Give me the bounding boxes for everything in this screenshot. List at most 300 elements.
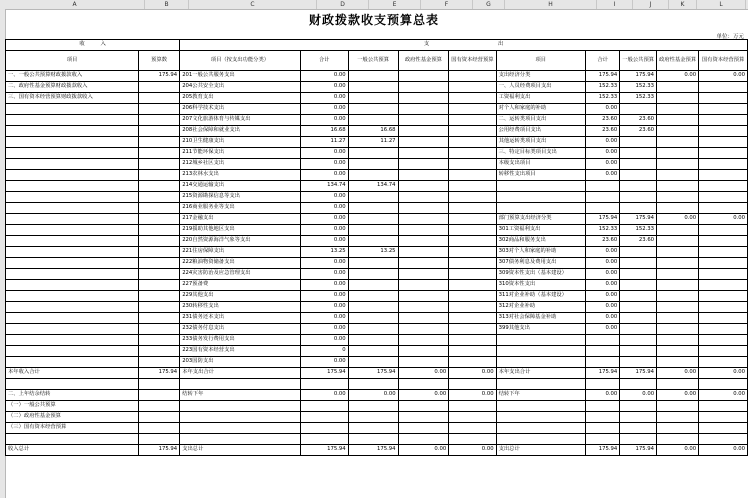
table-cell[interactable]: 0.00 (300, 192, 348, 203)
table-cell[interactable] (139, 357, 180, 368)
table-cell[interactable]: 0.00 (586, 258, 620, 269)
table-cell[interactable]: 0.00 (300, 291, 348, 302)
table-cell[interactable] (6, 434, 139, 445)
table-cell[interactable] (398, 357, 449, 368)
table-cell[interactable] (348, 104, 398, 115)
table-cell[interactable] (449, 247, 496, 258)
table-cell[interactable] (657, 192, 699, 203)
table-cell[interactable] (657, 269, 699, 280)
table-cell[interactable] (139, 137, 180, 148)
table-cell[interactable] (657, 82, 699, 93)
table-cell[interactable] (6, 148, 139, 159)
table-cell[interactable] (398, 203, 449, 214)
column-letter[interactable]: L (697, 0, 746, 9)
table-cell[interactable] (657, 126, 699, 137)
table-cell[interactable] (398, 236, 449, 247)
table-cell[interactable] (139, 390, 180, 401)
table-cell[interactable]: 232债务付息支出 (180, 324, 300, 335)
table-cell[interactable]: 0.00 (657, 445, 699, 456)
table-cell[interactable] (496, 423, 585, 434)
table-cell[interactable] (398, 280, 449, 291)
table-cell[interactable] (449, 214, 496, 225)
table-cell[interactable] (620, 104, 657, 115)
table-cell[interactable]: 175.94 (620, 71, 657, 82)
table-cell[interactable]: 0.00 (300, 148, 348, 159)
table-cell[interactable]: 0.00 (586, 148, 620, 159)
table-cell[interactable] (620, 335, 657, 346)
table-cell[interactable]: 23.60 (620, 236, 657, 247)
table-cell[interactable] (348, 335, 398, 346)
column-letter[interactable]: J (633, 0, 669, 9)
table-cell[interactable]: 0.00 (300, 390, 348, 401)
table-cell[interactable] (398, 412, 449, 423)
table-cell[interactable]: 207文化旅游体育与传媒支出 (180, 115, 300, 126)
table-cell[interactable] (6, 236, 139, 247)
table-cell[interactable] (398, 269, 449, 280)
table-cell[interactable]: 175.94 (300, 368, 348, 379)
table-cell[interactable]: 转移性支出项目 (496, 170, 585, 181)
table-cell[interactable]: 公用经费项目支出 (496, 126, 585, 137)
table-cell[interactable] (620, 258, 657, 269)
table-cell[interactable]: 0.00 (657, 390, 699, 401)
table-cell[interactable] (699, 357, 748, 368)
table-cell[interactable] (657, 170, 699, 181)
table-cell[interactable] (496, 379, 585, 390)
table-cell[interactable]: 0.00 (300, 71, 348, 82)
table-cell[interactable]: 0.00 (449, 368, 496, 379)
table-cell[interactable] (139, 379, 180, 390)
table-cell[interactable] (699, 225, 748, 236)
table-cell[interactable] (6, 115, 139, 126)
table-cell[interactable] (586, 203, 620, 214)
table-cell[interactable]: 310资本性支出 (496, 280, 585, 291)
table-cell[interactable] (657, 159, 699, 170)
column-letter[interactable]: D (317, 0, 369, 9)
table-cell[interactable] (398, 324, 449, 335)
table-cell[interactable] (449, 291, 496, 302)
table-cell[interactable] (449, 104, 496, 115)
table-cell[interactable]: 220自然资源海洋气象等支出 (180, 236, 300, 247)
table-cell[interactable]: 0.00 (300, 115, 348, 126)
table-cell[interactable]: 0.00 (300, 313, 348, 324)
table-cell[interactable] (348, 236, 398, 247)
table-cell[interactable]: 三、特定目标类项目支出 (496, 148, 585, 159)
table-cell[interactable] (699, 247, 748, 258)
table-cell[interactable]: 0.00 (586, 137, 620, 148)
table-cell[interactable]: 11.27 (348, 137, 398, 148)
table-cell[interactable] (300, 412, 348, 423)
table-cell[interactable] (657, 225, 699, 236)
table-cell[interactable]: 204公共安全支出 (180, 82, 300, 93)
table-cell[interactable] (300, 434, 348, 445)
table-cell[interactable] (586, 379, 620, 390)
table-cell[interactable] (139, 203, 180, 214)
table-cell[interactable]: 0.00 (586, 302, 620, 313)
table-cell[interactable] (6, 192, 139, 203)
table-cell[interactable]: 216商业服务业等支出 (180, 203, 300, 214)
table-cell[interactable] (180, 423, 300, 434)
table-cell[interactable]: 16.68 (300, 126, 348, 137)
column-letter[interactable]: K (669, 0, 697, 9)
table-cell[interactable]: 175.94 (348, 368, 398, 379)
table-cell[interactable] (586, 181, 620, 192)
table-cell[interactable] (398, 434, 449, 445)
table-cell[interactable] (657, 181, 699, 192)
table-cell[interactable] (699, 115, 748, 126)
table-cell[interactable] (348, 412, 398, 423)
table-cell[interactable] (6, 324, 139, 335)
table-cell[interactable]: 175.94 (620, 368, 657, 379)
table-cell[interactable] (139, 434, 180, 445)
table-cell[interactable] (139, 423, 180, 434)
table-cell[interactable] (6, 258, 139, 269)
table-cell[interactable]: 203国防支出 (180, 357, 300, 368)
table-cell[interactable]: 0.00 (300, 335, 348, 346)
table-cell[interactable] (699, 324, 748, 335)
table-cell[interactable] (657, 115, 699, 126)
table-cell[interactable] (6, 137, 139, 148)
table-cell[interactable]: 二、上年结余结转 (6, 390, 139, 401)
table-cell[interactable] (586, 346, 620, 357)
table-cell[interactable]: 229其他支出 (180, 291, 300, 302)
table-cell[interactable]: 214交通运输支出 (180, 181, 300, 192)
table-cell[interactable] (449, 302, 496, 313)
table-cell[interactable]: 0.00 (300, 82, 348, 93)
table-cell[interactable]: 134.74 (348, 181, 398, 192)
table-cell[interactable] (699, 313, 748, 324)
table-cell[interactable]: 0.00 (620, 390, 657, 401)
table-cell[interactable] (6, 280, 139, 291)
table-cell[interactable] (139, 115, 180, 126)
table-cell[interactable] (6, 346, 139, 357)
table-cell[interactable] (6, 126, 139, 137)
table-cell[interactable] (398, 170, 449, 181)
table-cell[interactable] (139, 148, 180, 159)
table-cell[interactable] (6, 170, 139, 181)
table-cell[interactable] (657, 302, 699, 313)
table-cell[interactable]: 215资源勘探信息等支出 (180, 192, 300, 203)
table-cell[interactable]: 302商品和服务支出 (496, 236, 585, 247)
table-cell[interactable]: 一、一般公共预算财政拨款收入 (6, 71, 139, 82)
table-cell[interactable]: 13.25 (348, 247, 398, 258)
table-cell[interactable]: 399其他支出 (496, 324, 585, 335)
table-cell[interactable] (699, 335, 748, 346)
table-cell[interactable] (348, 401, 398, 412)
table-cell[interactable] (398, 82, 449, 93)
table-cell[interactable]: 0.00 (300, 324, 348, 335)
table-cell[interactable]: 0.00 (449, 390, 496, 401)
table-cell[interactable] (398, 104, 449, 115)
table-cell[interactable] (139, 236, 180, 247)
table-cell[interactable]: 0.00 (300, 357, 348, 368)
table-cell[interactable]: 223国有资本经营支出 (180, 346, 300, 357)
table-cell[interactable] (6, 203, 139, 214)
table-cell[interactable] (699, 170, 748, 181)
table-cell[interactable] (6, 214, 139, 225)
table-cell[interactable]: 工资福利支出 (496, 93, 585, 104)
table-cell[interactable]: 0.00 (657, 214, 699, 225)
table-cell[interactable]: 0.00 (398, 445, 449, 456)
table-cell[interactable] (348, 280, 398, 291)
table-cell[interactable] (657, 412, 699, 423)
table-cell[interactable]: 23.60 (586, 115, 620, 126)
table-cell[interactable] (620, 137, 657, 148)
table-cell[interactable]: 一、人员经费项目支出 (496, 82, 585, 93)
table-cell[interactable] (348, 159, 398, 170)
table-cell[interactable] (449, 280, 496, 291)
table-cell[interactable]: 0 (300, 346, 348, 357)
table-cell[interactable]: 本年支出合计 (180, 368, 300, 379)
table-cell[interactable]: 175.94 (620, 214, 657, 225)
table-cell[interactable] (449, 93, 496, 104)
table-cell[interactable] (496, 181, 585, 192)
table-cell[interactable]: 收入总计 (6, 445, 139, 456)
table-cell[interactable]: 支出经济分类 (496, 71, 585, 82)
table-cell[interactable]: 222粮油物资储备支出 (180, 258, 300, 269)
table-cell[interactable] (6, 181, 139, 192)
table-cell[interactable] (699, 104, 748, 115)
table-cell[interactable]: 支出总计 (180, 445, 300, 456)
table-cell[interactable]: 175.94 (620, 445, 657, 456)
table-cell[interactable] (348, 148, 398, 159)
table-cell[interactable]: 0.00 (586, 280, 620, 291)
table-cell[interactable]: 11.27 (300, 137, 348, 148)
table-cell[interactable]: 对个人和家庭的补助 (496, 104, 585, 115)
table-cell[interactable] (398, 214, 449, 225)
column-letter[interactable]: H (505, 0, 597, 9)
table-cell[interactable] (657, 247, 699, 258)
table-cell[interactable]: 三、国有资本经营预算财政拨款收入 (6, 93, 139, 104)
table-cell[interactable] (496, 346, 585, 357)
table-cell[interactable]: 0.00 (300, 203, 348, 214)
table-cell[interactable] (699, 148, 748, 159)
table-cell[interactable] (348, 82, 398, 93)
table-cell[interactable]: 0.00 (586, 324, 620, 335)
table-cell[interactable] (398, 423, 449, 434)
table-cell[interactable]: 175.94 (139, 71, 180, 82)
table-cell[interactable] (398, 247, 449, 258)
table-cell[interactable] (699, 258, 748, 269)
table-cell[interactable]: 208社会保障和就业支出 (180, 126, 300, 137)
table-cell[interactable] (620, 434, 657, 445)
table-cell[interactable] (620, 412, 657, 423)
table-cell[interactable] (699, 379, 748, 390)
table-cell[interactable] (699, 269, 748, 280)
table-cell[interactable] (398, 335, 449, 346)
table-cell[interactable] (139, 159, 180, 170)
table-cell[interactable]: 0.00 (348, 390, 398, 401)
table-cell[interactable] (657, 324, 699, 335)
table-cell[interactable] (586, 401, 620, 412)
table-cell[interactable] (620, 291, 657, 302)
table-cell[interactable] (6, 379, 139, 390)
table-cell[interactable] (139, 214, 180, 225)
table-cell[interactable]: 0.00 (300, 93, 348, 104)
table-cell[interactable] (139, 225, 180, 236)
table-cell[interactable] (620, 159, 657, 170)
table-cell[interactable] (586, 434, 620, 445)
table-cell[interactable] (699, 291, 748, 302)
table-cell[interactable] (348, 203, 398, 214)
table-cell[interactable]: 0.00 (398, 390, 449, 401)
table-cell[interactable] (449, 313, 496, 324)
table-cell[interactable] (139, 82, 180, 93)
table-cell[interactable]: 152.33 (586, 82, 620, 93)
table-cell[interactable] (449, 137, 496, 148)
table-cell[interactable] (348, 115, 398, 126)
table-cell[interactable] (348, 170, 398, 181)
table-cell[interactable]: 134.74 (300, 181, 348, 192)
table-cell[interactable] (449, 159, 496, 170)
table-cell[interactable]: 307债务利息及费用支出 (496, 258, 585, 269)
table-cell[interactable] (449, 258, 496, 269)
table-cell[interactable] (398, 302, 449, 313)
table-cell[interactable]: 201一般公共服务支出 (180, 71, 300, 82)
table-cell[interactable]: 311对企业补助（基本建设） (496, 291, 585, 302)
table-cell[interactable]: 0.00 (586, 313, 620, 324)
table-cell[interactable] (398, 93, 449, 104)
table-cell[interactable] (398, 192, 449, 203)
table-cell[interactable] (348, 423, 398, 434)
table-cell[interactable] (6, 335, 139, 346)
table-cell[interactable] (657, 203, 699, 214)
table-cell[interactable] (139, 192, 180, 203)
table-cell[interactable] (620, 357, 657, 368)
table-cell[interactable] (139, 401, 180, 412)
table-cell[interactable]: 23.60 (620, 126, 657, 137)
table-cell[interactable]: 231债务还本支出 (180, 313, 300, 324)
table-cell[interactable] (6, 291, 139, 302)
table-cell[interactable] (398, 258, 449, 269)
table-cell[interactable]: 本年收入合计 (6, 368, 139, 379)
table-cell[interactable]: 301工资福利支出 (496, 225, 585, 236)
table-cell[interactable] (348, 214, 398, 225)
table-cell[interactable] (348, 192, 398, 203)
table-cell[interactable]: 0.00 (586, 247, 620, 258)
table-cell[interactable] (449, 115, 496, 126)
table-cell[interactable] (449, 379, 496, 390)
table-cell[interactable] (620, 203, 657, 214)
table-cell[interactable]: 0.00 (300, 170, 348, 181)
table-cell[interactable] (657, 104, 699, 115)
table-cell[interactable]: 213农林水支出 (180, 170, 300, 181)
table-cell[interactable] (139, 181, 180, 192)
table-cell[interactable]: 206科学技术支出 (180, 104, 300, 115)
table-cell[interactable] (620, 181, 657, 192)
table-cell[interactable] (657, 93, 699, 104)
table-cell[interactable]: 0.00 (300, 302, 348, 313)
table-cell[interactable] (300, 423, 348, 434)
table-cell[interactable] (699, 82, 748, 93)
table-cell[interactable]: 0.00 (300, 269, 348, 280)
table-cell[interactable]: 0.00 (657, 71, 699, 82)
table-cell[interactable] (657, 423, 699, 434)
table-cell[interactable] (6, 159, 139, 170)
table-cell[interactable]: 0.00 (586, 159, 620, 170)
table-cell[interactable]: 227预备费 (180, 280, 300, 291)
table-cell[interactable] (348, 324, 398, 335)
table-cell[interactable]: 16.68 (348, 126, 398, 137)
column-letter[interactable]: B (145, 0, 189, 9)
table-cell[interactable] (449, 401, 496, 412)
table-cell[interactable] (449, 225, 496, 236)
table-cell[interactable]: 0.00 (300, 258, 348, 269)
table-cell[interactable]: 221住房保障支出 (180, 247, 300, 258)
table-cell[interactable]: 312对企业补助 (496, 302, 585, 313)
table-cell[interactable]: 0.00 (586, 104, 620, 115)
table-cell[interactable] (620, 346, 657, 357)
table-cell[interactable] (657, 148, 699, 159)
table-cell[interactable] (657, 280, 699, 291)
table-cell[interactable] (6, 357, 139, 368)
table-cell[interactable]: 0.00 (300, 159, 348, 170)
table-cell[interactable]: 二、运转类项目支出 (496, 115, 585, 126)
table-cell[interactable]: 212城乡社区支出 (180, 159, 300, 170)
table-cell[interactable]: 0.00 (449, 445, 496, 456)
table-cell[interactable] (699, 137, 748, 148)
table-cell[interactable] (449, 203, 496, 214)
table-cell[interactable] (586, 423, 620, 434)
table-cell[interactable] (620, 170, 657, 181)
table-cell[interactable] (139, 258, 180, 269)
table-cell[interactable] (139, 412, 180, 423)
table-cell[interactable] (449, 192, 496, 203)
table-cell[interactable] (348, 346, 398, 357)
table-cell[interactable]: 0.00 (699, 214, 748, 225)
table-cell[interactable]: 0.00 (300, 225, 348, 236)
table-cell[interactable] (139, 324, 180, 335)
table-cell[interactable]: 175.94 (139, 368, 180, 379)
table-cell[interactable] (6, 104, 139, 115)
table-cell[interactable]: 175.94 (586, 71, 620, 82)
table-cell[interactable] (620, 379, 657, 390)
table-cell[interactable] (586, 412, 620, 423)
table-cell[interactable] (398, 148, 449, 159)
table-cell[interactable]: 支出总计 (496, 445, 585, 456)
table-cell[interactable] (699, 159, 748, 170)
table-cell[interactable] (449, 357, 496, 368)
table-cell[interactable] (657, 258, 699, 269)
table-cell[interactable] (398, 181, 449, 192)
table-cell[interactable]: 152.33 (620, 93, 657, 104)
table-cell[interactable] (449, 346, 496, 357)
table-cell[interactable] (449, 82, 496, 93)
table-cell[interactable] (699, 346, 748, 357)
table-cell[interactable] (449, 269, 496, 280)
table-cell[interactable]: 0.00 (699, 368, 748, 379)
table-cell[interactable]: 0.00 (300, 104, 348, 115)
table-cell[interactable]: 152.33 (586, 225, 620, 236)
table-cell[interactable] (620, 313, 657, 324)
table-cell[interactable] (657, 346, 699, 357)
table-cell[interactable] (300, 401, 348, 412)
table-cell[interactable] (657, 313, 699, 324)
table-cell[interactable]: 0.00 (398, 368, 449, 379)
table-cell[interactable] (620, 280, 657, 291)
table-cell[interactable] (699, 302, 748, 313)
table-cell[interactable] (620, 192, 657, 203)
table-cell[interactable]: 303对个人和家庭的补助 (496, 247, 585, 258)
table-cell[interactable] (449, 236, 496, 247)
table-cell[interactable]: 0.00 (586, 291, 620, 302)
table-cell[interactable]: 本级支出项目 (496, 159, 585, 170)
table-cell[interactable] (657, 357, 699, 368)
table-cell[interactable] (620, 269, 657, 280)
table-cell[interactable]: 219援助其他地区支出 (180, 225, 300, 236)
table-cell[interactable] (139, 346, 180, 357)
table-cell[interactable]: 0.00 (657, 368, 699, 379)
table-cell[interactable]: 部门预算支出经济分类 (496, 214, 585, 225)
